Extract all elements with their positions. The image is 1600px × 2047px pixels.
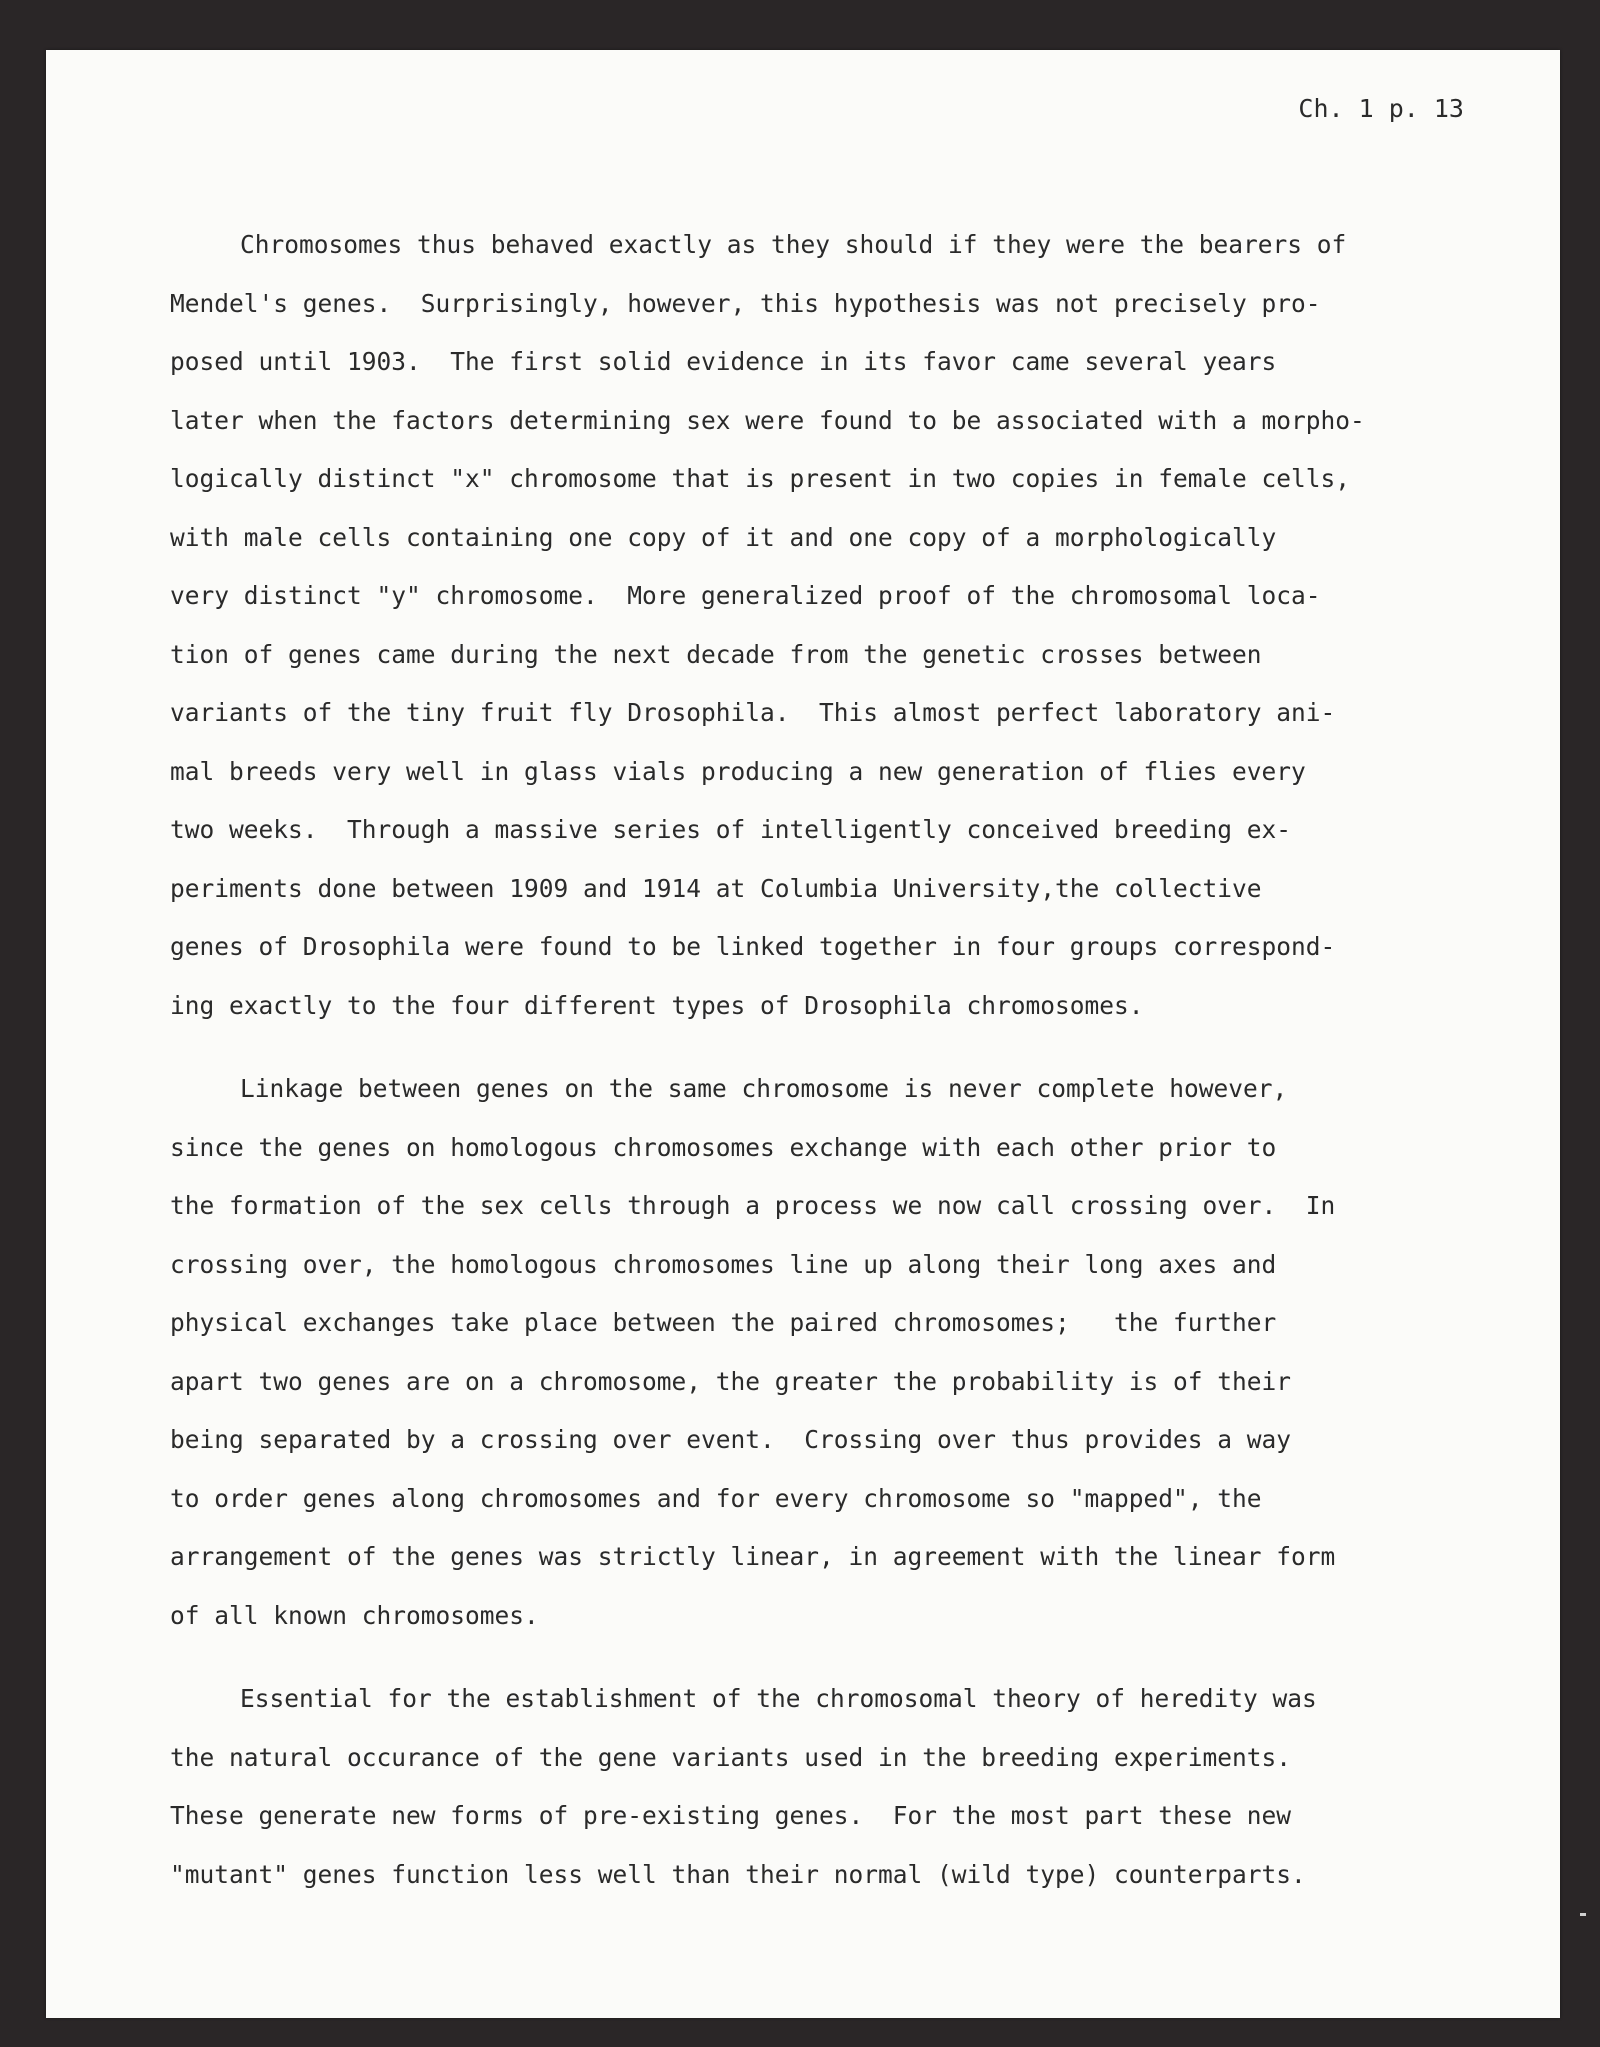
text-line: very distinct "y" chromosome. More generalized proof of the chromosomal loca- — [170, 581, 1321, 610]
text-line: with male cells containing one copy of it and one copy of a morphologically — [170, 522, 1277, 552]
text-line: to order genes along chromosomes and for every chromosome so "mapped", the — [170, 1483, 1262, 1513]
text-line: crossing over, the homologous chromosomes line up along their long axes and — [170, 1249, 1277, 1279]
text-line: later when the factors determining sex were found to be associated with a morpho- — [170, 405, 1365, 435]
document-page — [46, 50, 1560, 2018]
text-line: Chromosomes thus behaved exactly as they should if they were the bearers of — [240, 230, 1347, 259]
text-line: periments done between 1909 and 1914 at Columbia University,the collective — [170, 873, 1262, 903]
text-line: Mendel's genes. Surprisingly, however, this hypothesis was not precisely pro- — [170, 288, 1321, 318]
text-line: of all known chromosomes. — [170, 1600, 539, 1630]
text-line: the formation of the sex cells through a process we now call crossing over. In — [170, 1191, 1336, 1220]
text-line: being separated by a crossing over event. Crossing over thus provides a way — [170, 1425, 1292, 1454]
paragraph-2 — [170, 1060, 1470, 1645]
text-line: arrangement of the genes was strictly linear, in agreement with the linear form — [170, 1542, 1336, 1571]
text-line: two weeks. Through a massive series of intelligently conceived breeding ex- — [170, 815, 1292, 844]
text-line: apart two genes are on a chromosome, the greater the probability is of their — [170, 1366, 1292, 1396]
text-line: ing exactly to the four different types of Drosophila chromosomes. — [170, 990, 1144, 1020]
text-line: variants of the tiny fruit fly Drosophila. This almost perfect laboratory ani- — [170, 698, 1336, 727]
text-line: mal breeds very well in glass vials producing a new generation of flies every — [170, 756, 1306, 786]
text-line: since the genes on homologous chromosomes exchange with each other prior to — [170, 1132, 1277, 1162]
paragraph-3 — [170, 1670, 1470, 1904]
text-line: physical exchanges take place between the paired chromosomes; the further — [170, 1308, 1277, 1337]
body-text — [170, 216, 1470, 1929]
text-line: genes of Drosophila were found to be linked together in four groups correspond- — [170, 932, 1336, 961]
paragraph-1 — [170, 216, 1470, 1035]
page-number: Ch. 1 p. 13 — [1298, 94, 1464, 123]
text-line: Linkage between genes on the same chromosome is never complete however, — [240, 1074, 1288, 1103]
text-line: posed until 1903. The first solid evidence in its favor came several years — [170, 347, 1277, 376]
text-line: Essential for the establishment of the chromosomal theory of heredity was — [240, 1684, 1317, 1713]
text-line: the natural occurance of the gene variants used in the breeding experiments. — [170, 1742, 1292, 1772]
text-line: logically distinct "x" chromosome that is present in two copies in female cells, — [170, 464, 1351, 493]
text-line: "mutant" genes function less well than their normal (wild type) counterparts. — [170, 1859, 1306, 1889]
scan-edge-mark — [1580, 1913, 1586, 1916]
text-line: tion of genes came during the next decade from the genetic crosses between — [170, 639, 1262, 669]
text-line: These generate new forms of pre-existing genes. For the most part these new — [170, 1801, 1292, 1830]
